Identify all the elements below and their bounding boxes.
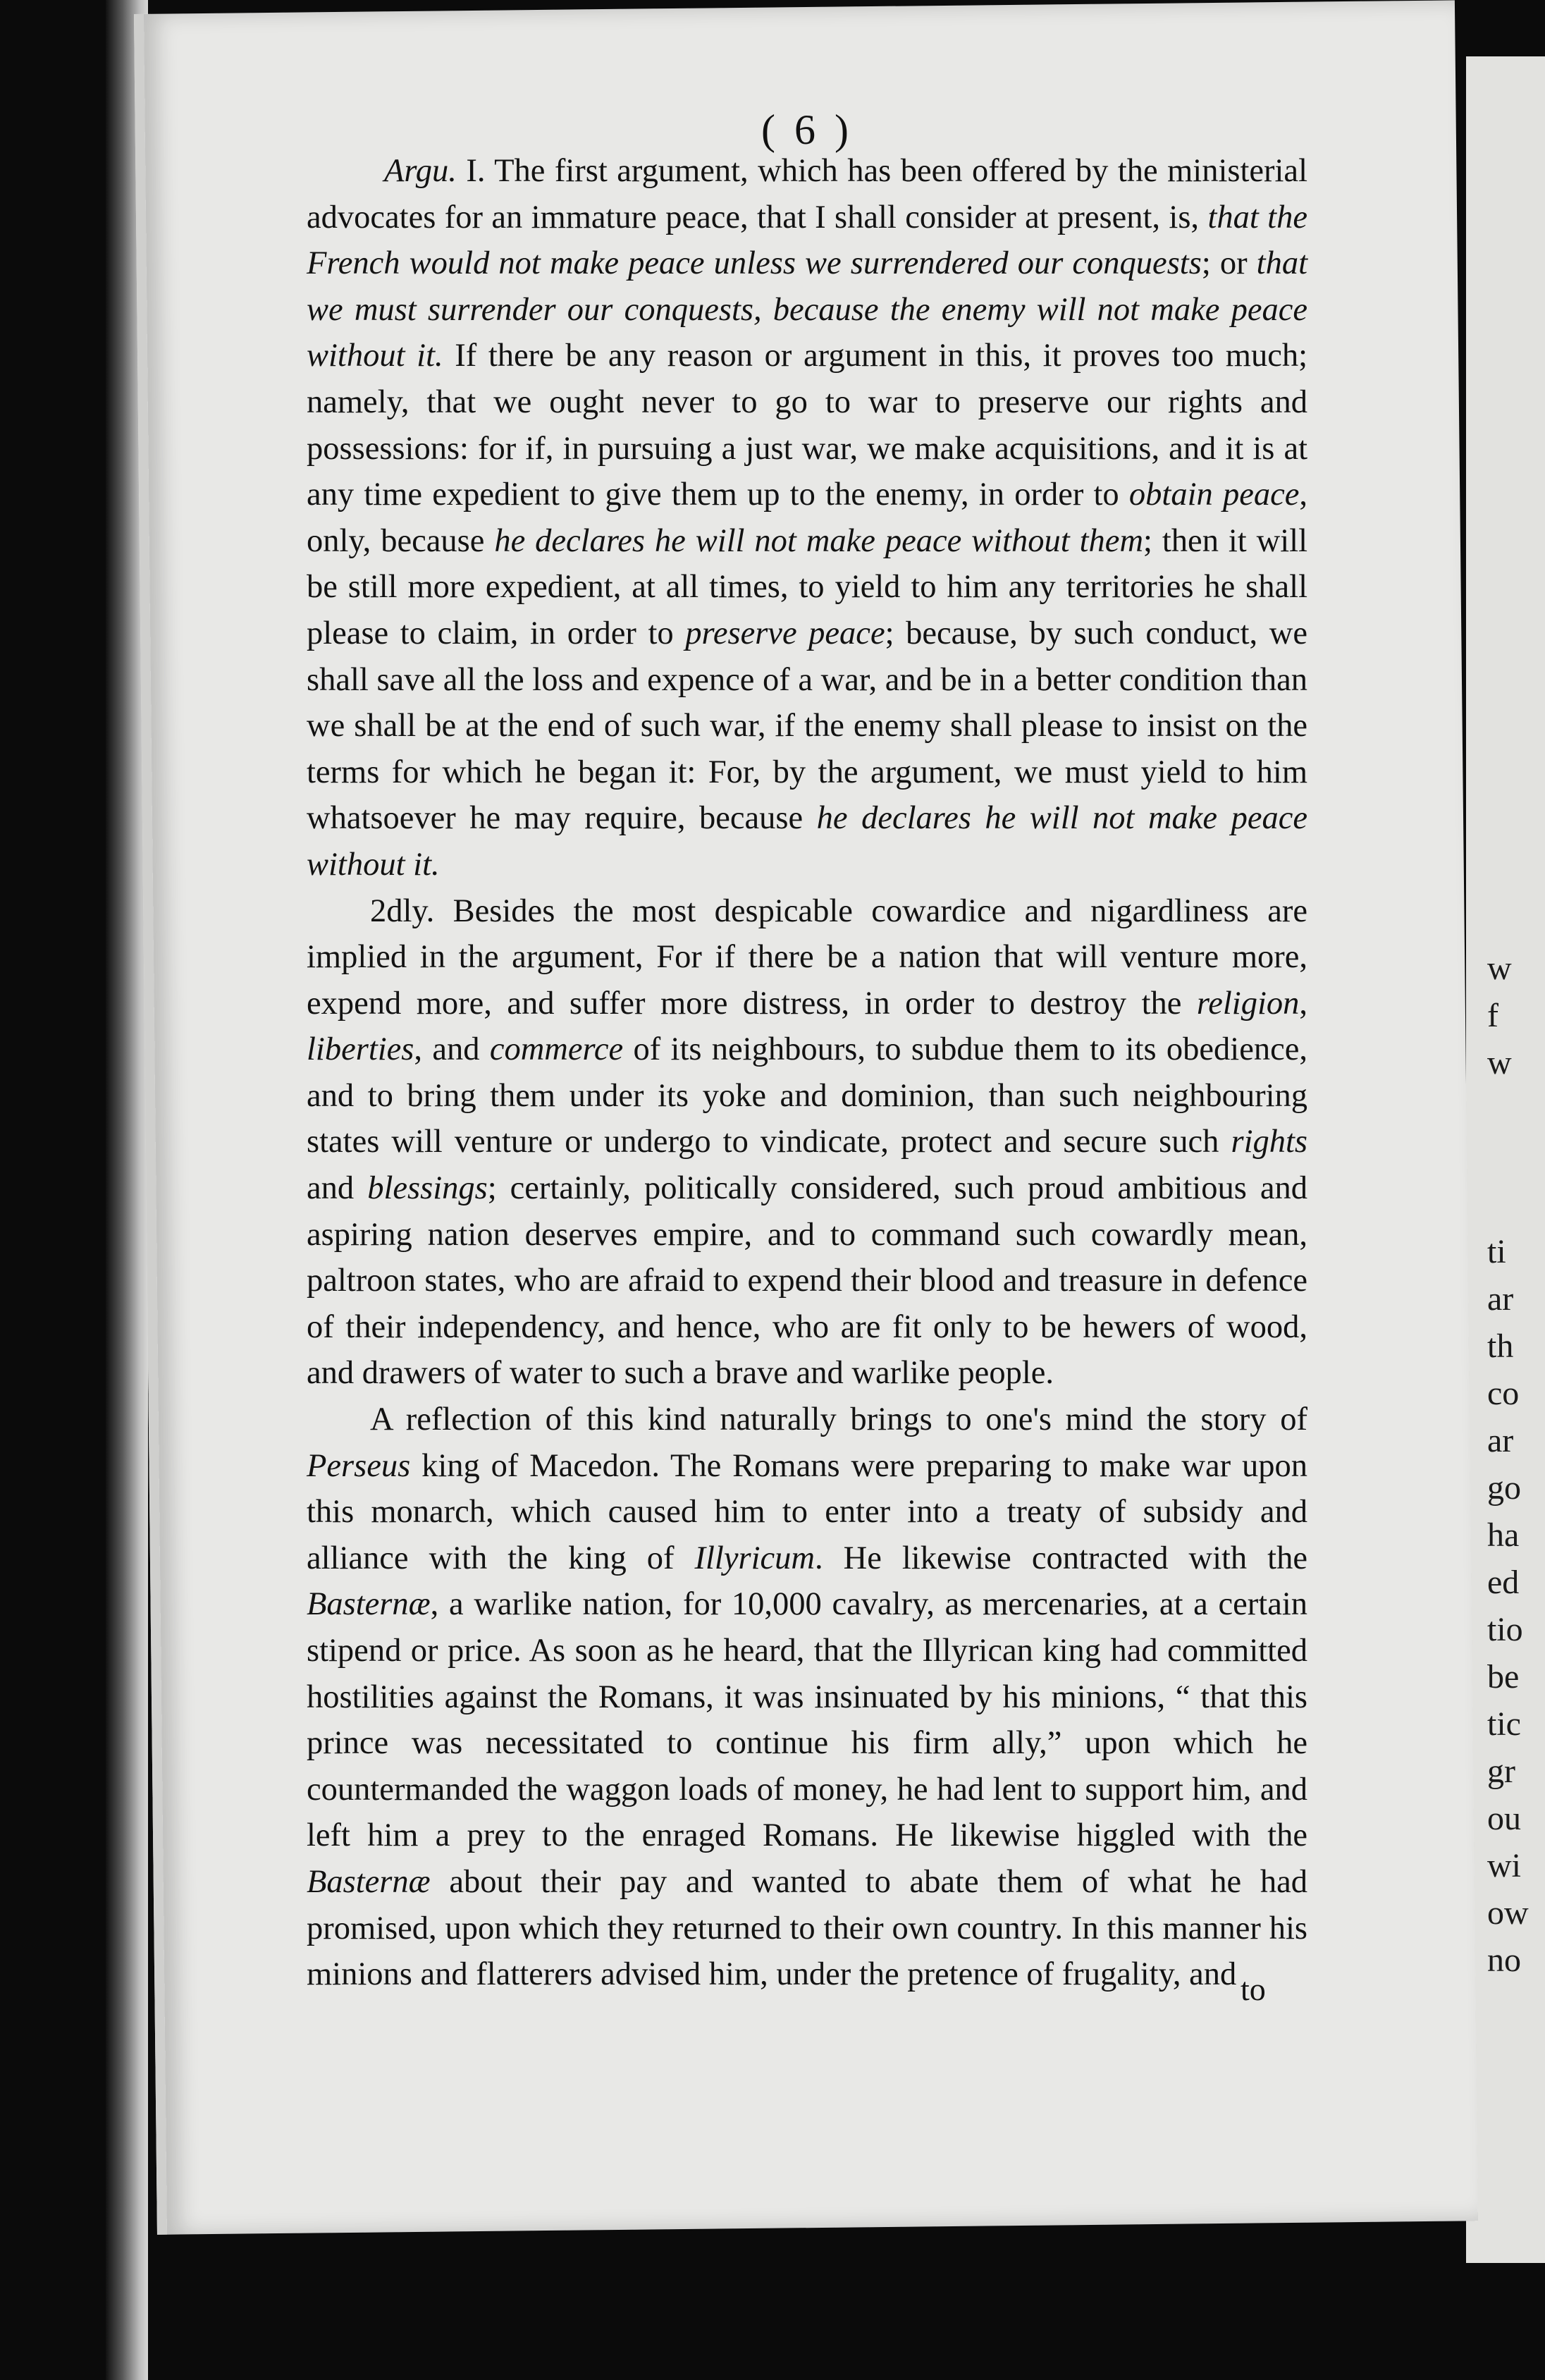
italic-run: Illyricum [694,1540,815,1576]
text-run: If there be any reason or argument in this, it proves too much; namely, that we ought never to go to war to preserve our rights and possessions: for if, in pursuing a just war, we make acquisitions, and it is at any time expedient to give them up to the enemy, in order to [307,338,1307,513]
text-run: , and [414,1031,490,1068]
text-run: about their pay and wanted to abate them of what he had promised, upon which they returned to their own country. In this manner his minions and flatterers advised him, under the pretence of frugality, and [307,1863,1307,1993]
italic-run: Argu. [384,153,457,189]
italic-run: Basternæ [307,1863,431,1900]
italic-run: Basternæ [307,1586,431,1623]
italic-run: he declares he will not make peace without it. [307,800,1307,883]
italic-run: that the French would not make peace unless we surrendered our conquests [307,199,1307,282]
text-run: king of Macedon. The Romans were preparing to make war upon this monarch, which caused him to enter into a treaty of subsidy and alliance with the king of [307,1447,1307,1576]
text-run: , a warlike nation, for 10,000 cavalry, as mercenaries, at a certain stipend or price. As soon as he heard, that the Illyrican king had committed hostilities against the Romans, it was insinuated by his minions, “ that this prince was necessitated to continue his firm ally,” upon which he countermanded the waggon loads of money, he had lent to support him, and left him a prey to the enraged Romans. He likewise higgled with the [307,1586,1307,1854]
italic-run: he declares he will not make peace without them [494,522,1144,559]
italic-run: blessings [367,1170,488,1207]
italic-run: Perseus [307,1447,411,1484]
text-run: , [1299,985,1307,1022]
text-run: A reflection of this kind naturally brings to one's mind the story of [370,1401,1307,1438]
italic-run: religion [1196,985,1300,1022]
italic-run: liberties [307,1031,414,1068]
paragraph [307,888,1307,1397]
text-run: ; or [1201,245,1257,282]
page-number: ( 6 ) [761,106,853,153]
text-run: and [307,1170,368,1207]
paragraph [307,148,1307,888]
italic-run: preserve peace [685,615,885,651]
italic-run: rights [1231,1124,1307,1160]
text-run: ; then it will be still more expedient, at all times, to yield to him any territories he shall please to claim, in order to [307,522,1307,651]
catchword: to [1241,1971,1266,2007]
paragraph [307,1397,1307,1998]
facing-page-text-fragment: w f w ti ar th co ar go ha ed tio be tic gr ou wi ow no [1487,950,1529,1979]
italic-run: commerce [489,1031,624,1068]
text-run: ; certainly, politically considered, such proud ambitious and aspiring nation deserves empire, and to command such cowardly mean, paltroon states, who are afraid to expend their blood and treasure in defence of their independency, and hence, who are fit only to be hewers of wood, and drawers of water to such a brave and warlike people. [307,1170,1308,1392]
body-text [307,148,1307,1998]
text-run: ; because, by such conduct, we shall save all the loss and expence of a war, and be in a better condition than we shall be at the end of such war, if the enemy shall please to insist on the terms for which he began it: For, by the argument, we must yield to him whatsoever he may require, because [307,615,1307,837]
text-run: of its neighbours, to subdue them to its obedience, and to bring them under its yoke and dominion, than such neighbouring states will venture or undergo to vindicate, protect and secure such [307,1031,1307,1160]
facing-page [1466,56,1545,2263]
italic-run: that we must surrender our conquests, because the enemy will not make peace without it. [307,245,1308,374]
text-run: . He likewise contracted with the [814,1540,1307,1576]
text-run: , only, because [307,477,1307,559]
text-run: 2dly. Besides the most despicable cowardice and nigardliness are implied in the argument, For if there be a nation that will venture more, expend more, and suffer more distress, in order to destroy the [307,892,1307,1022]
italic-run: obtain peace [1128,477,1300,513]
text-run: I. The first argument, which has been offered by the ministerial advocates for an immature peace, that I shall consider at present, is, [307,153,1307,235]
